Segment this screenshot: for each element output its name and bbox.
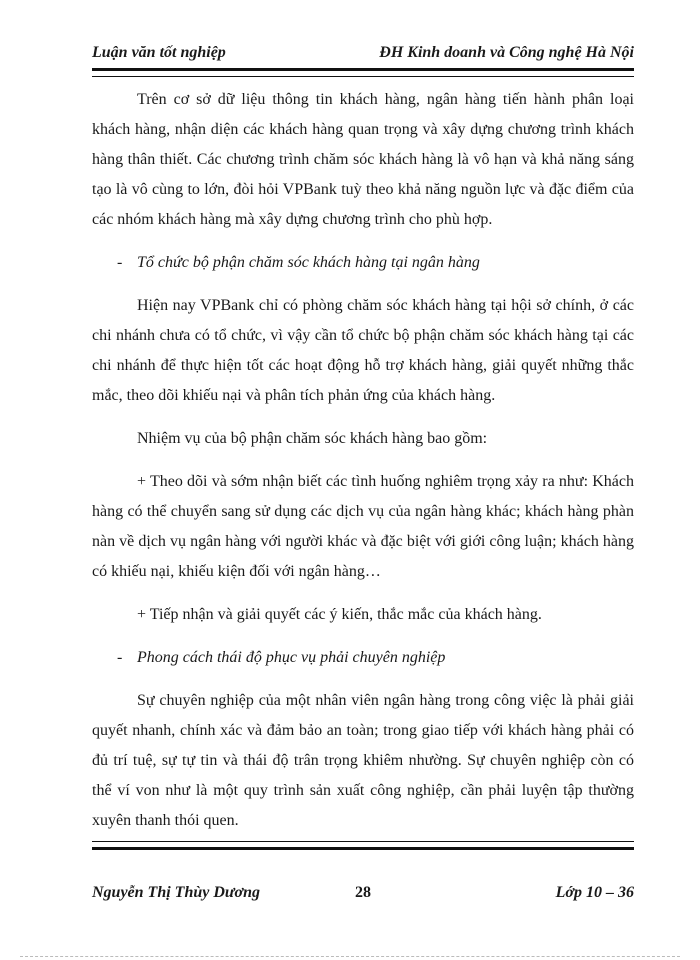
footer-author: Nguyễn Thị Thùy Dương: [92, 884, 260, 901]
page-header: [92, 44, 634, 66]
bullet-dash: -: [117, 649, 123, 666]
paragraph-customer-data: Trên cơ sở dữ liệu thông tin khách hàng, ngân hàng tiến hành phân loại khách hàng, nhận diện các khách hàng quan trọng và xây dựng chương trình khách hàng thân thiết. Các chương trình chăm sóc khách hàng là vô hạn và khả năng sáng tạo là vô cùng to lớn, đòi hỏi VPBank tuỳ theo khả năng nguồn lực và đặc điểm của các nhóm khách hàng mà xây dựng chương trình cho phù hợp.: [92, 91, 634, 228]
bullet-text: Tổ chức bộ phận chăm sóc khách hàng tại ngân hàng: [137, 254, 480, 271]
header-rule: [92, 68, 634, 77]
bullet-organize-department: [92, 248, 634, 278]
page-body: [92, 85, 634, 849]
page-break-line: [20, 956, 680, 957]
bullet-text: Phong cách thái độ phục vụ phải chuyên nghiệp: [137, 649, 446, 666]
bullet-dash: -: [117, 254, 123, 271]
header-university: ĐH Kinh doanh và Công nghệ Hà Nội: [379, 44, 634, 61]
bullet-professional-style: [92, 643, 634, 673]
footer-page-number: 28: [355, 884, 371, 901]
page-footer: [92, 884, 634, 906]
footer-rule: [92, 841, 634, 850]
paragraph-professionalism: Sự chuyên nghiệp của một nhân viên ngân hàng trong công việc là phải giải quyết nhanh, chính xác và đảm bảo an toàn; trong giao tiếp với khách hàng phải có đủ trí tuệ, sự tự tin và thái độ trân trọng khiêm nhường. Sự chuyên nghiệp còn có thể ví von như là một quy trình sản xuất công nghiệp, cần phải luyện tập thường xuyên thanh thói quen.: [92, 692, 634, 829]
footer-class: Lớp 10 – 36: [555, 884, 634, 901]
paragraph-duties-intro: Nhiệm vụ của bộ phận chăm sóc khách hàng bao gồm:: [137, 430, 488, 447]
paragraph-duty-receive: + Tiếp nhận và giải quyết các ý kiến, thắc mắc của khách hàng.: [137, 606, 542, 623]
header-thesis-title: Luận văn tốt nghiệp: [92, 44, 226, 61]
paragraph-duty-monitor: + Theo dõi và sớm nhận biết các tình huống nghiêm trọng xảy ra như: Khách hàng có thể chuyển sang sử dụng các dịch vụ của ngân hàng khác; khách hàng phàn nàn về dịch vụ ngân hàng với người khác và đặc biệt với giới công luận; khách hàng có khiếu nại, khiếu kiện đối với ngân hàng…: [92, 473, 634, 580]
paragraph-vpbank-current: Hiện nay VPBank chỉ có phòng chăm sóc khách hàng tại hội sở chính, ở các chi nhánh chưa có tổ chức, vì vậy cần tổ chức bộ phận chăm sóc khách hàng tại các chi nhánh để thực hiện tốt các hoạt động hỗ trợ khách hàng, giải quyết những thắc mắc, theo dõi khiếu nại và phân tích phản ứng của khách hàng.: [92, 297, 634, 404]
